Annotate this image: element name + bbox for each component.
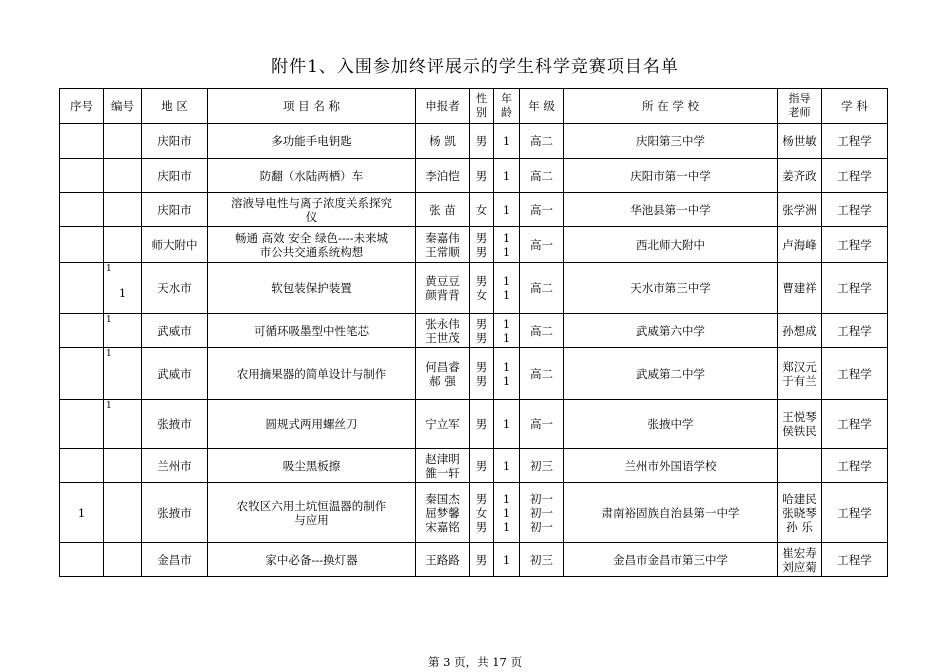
header-subject: 学 科 — [822, 89, 888, 124]
cell-age: 1 — [494, 159, 520, 193]
cell-subject: 工程学 — [822, 543, 888, 577]
cell-applicant: 王路路 — [416, 543, 470, 577]
cell-school: 庆阳市第一中学 — [564, 159, 778, 193]
cell-school: 兰州市外国语学校 — [564, 449, 778, 483]
header-seq: 序号 — [60, 89, 104, 124]
cell-teacher: 杨世敏 — [778, 124, 822, 159]
cell-applicant: 李泊恺 — [416, 159, 470, 193]
cell-grade: 初一 初一 初一 — [520, 483, 564, 543]
cell-teacher — [778, 449, 822, 483]
cell-project: 软包装保护装置 — [208, 263, 416, 314]
cell-gender: 男 — [470, 543, 494, 577]
table-row — [60, 314, 888, 348]
cell-gender: 男 — [470, 124, 494, 159]
cell-num — [104, 543, 142, 577]
cell-seq — [60, 543, 104, 577]
header-project: 项 目 名 称 — [208, 89, 416, 124]
cell-subject: 工程学 — [822, 483, 888, 543]
cell-num — [104, 227, 142, 263]
cell-region: 武威市 — [142, 314, 208, 348]
cell-mark: 1 — [106, 349, 112, 359]
cell-seq — [60, 159, 104, 193]
table-row — [60, 543, 888, 577]
cell-project: 吸尘黑板擦 — [208, 449, 416, 483]
cell-num-value: 1 — [118, 286, 127, 300]
cell-subject: 工程学 — [822, 124, 888, 159]
cell-region: 兰州市 — [142, 449, 208, 483]
cell-region: 武威市 — [142, 348, 208, 400]
table-row — [60, 263, 888, 314]
header-applicant: 申报者 — [416, 89, 470, 124]
cell-seq — [60, 314, 104, 348]
page-title: 附件1、入围参加终评展示的学生科学竞赛项目名单 — [271, 57, 679, 77]
table-row — [60, 193, 888, 227]
page-footer: 第 3 页，共 17 页 — [427, 655, 523, 669]
header-age: 年 龄 — [494, 89, 520, 124]
cell-project: 圆规式两用螺丝刀 — [208, 400, 416, 449]
cell-school: 武威第六中学 — [564, 314, 778, 348]
cell-project: 畅通 高效 安全 绿色----未来城 市公共交通系统构想 — [208, 227, 416, 263]
cell-teacher: 王悦琴 侯铁民 — [778, 400, 822, 449]
cell-age: 1 — [494, 449, 520, 483]
cell-num — [104, 449, 142, 483]
cell-school: 金昌市金昌市第三中学 — [564, 543, 778, 577]
cell-age: 1 — [494, 400, 520, 449]
cell-num — [104, 263, 142, 314]
cell-subject: 工程学 — [822, 193, 888, 227]
cell-applicant: 张永伟 王世茂 — [416, 314, 470, 348]
cell-age: 1 — [494, 193, 520, 227]
cell-age: 1 — [494, 543, 520, 577]
cell-age: 1 1 — [494, 263, 520, 314]
cell-applicant: 何昌睿 郝 强 — [416, 348, 470, 400]
header-region: 地 区 — [142, 89, 208, 124]
cell-num — [104, 193, 142, 227]
cell-gender: 男 男 — [470, 314, 494, 348]
cell-mark: 1 — [106, 264, 112, 274]
cell-subject: 工程学 — [822, 348, 888, 400]
cell-school: 庆阳第三中学 — [564, 124, 778, 159]
cell-project: 多功能手电钥匙 — [208, 124, 416, 159]
cell-applicant: 秦嘉伟 王常顺 — [416, 227, 470, 263]
cell-teacher: 曹建祥 — [778, 263, 822, 314]
header-row — [60, 89, 888, 124]
cell-num — [104, 348, 142, 400]
header-gender: 性 别 — [470, 89, 494, 124]
cell-gender: 男 — [470, 400, 494, 449]
cell-seq — [60, 193, 104, 227]
cell-teacher: 郑汉元 于有兰 — [778, 348, 822, 400]
cell-teacher: 哈建民 张晓琴 孙 乐 — [778, 483, 822, 543]
cell-project: 溶液导电性与离子浓度关系探究 仪 — [208, 193, 416, 227]
header-teacher: 指导 老师 — [778, 89, 822, 124]
cell-gender: 男 男 — [470, 227, 494, 263]
cell-school: 肃南裕固族自治县第一中学 — [564, 483, 778, 543]
cell-grade: 初三 — [520, 543, 564, 577]
cell-region: 张掖市 — [142, 400, 208, 449]
cell-seq — [60, 124, 104, 159]
header-grade: 年 级 — [520, 89, 564, 124]
cell-school: 武威第二中学 — [564, 348, 778, 400]
cell-teacher: 卢海峰 — [778, 227, 822, 263]
table-row — [60, 483, 888, 543]
cell-region: 师大附中 — [142, 227, 208, 263]
cell-subject: 工程学 — [822, 314, 888, 348]
cell-grade: 高二 — [520, 263, 564, 314]
cell-num — [104, 314, 142, 348]
cell-project: 家中必备---换灯器 — [208, 543, 416, 577]
cell-grade: 高二 — [520, 159, 564, 193]
cell-grade: 高一 — [520, 193, 564, 227]
cell-gender: 男 男 — [470, 348, 494, 400]
cell-grade: 高二 — [520, 124, 564, 159]
cell-gender: 男 — [470, 449, 494, 483]
cell-seq — [60, 400, 104, 449]
table-row — [60, 400, 888, 449]
table-row — [60, 124, 888, 159]
cell-applicant: 赵津明 雒一轩 — [416, 449, 470, 483]
cell-gender: 男 女 — [470, 263, 494, 314]
cell-grade: 高一 — [520, 227, 564, 263]
cell-subject: 工程学 — [822, 263, 888, 314]
cell-school: 华池县第一中学 — [564, 193, 778, 227]
cell-region: 庆阳市 — [142, 193, 208, 227]
cell-applicant: 宁立军 — [416, 400, 470, 449]
cell-teacher: 崔宏寿 刘应菊 — [778, 543, 822, 577]
cell-subject: 工程学 — [822, 400, 888, 449]
cell-num — [104, 400, 142, 449]
cell-age: 1 1 — [494, 227, 520, 263]
cell-applicant: 张 苗 — [416, 193, 470, 227]
cell-region: 庆阳市 — [142, 159, 208, 193]
cell-seq — [60, 348, 104, 400]
cell-region: 庆阳市 — [142, 124, 208, 159]
table-row — [60, 449, 888, 483]
cell-grade: 初三 — [520, 449, 564, 483]
cell-num — [104, 159, 142, 193]
cell-age: 1 1 1 — [494, 483, 520, 543]
header-school: 所 在 学 校 — [564, 89, 778, 124]
cell-teacher: 姜齐政 — [778, 159, 822, 193]
cell-seq — [60, 227, 104, 263]
cell-mark: 1 — [106, 401, 112, 411]
cell-subject: 工程学 — [822, 159, 888, 193]
cell-region: 天水市 — [142, 263, 208, 314]
cell-project: 可循环吸墨型中性笔芯 — [208, 314, 416, 348]
cell-age: 1 — [494, 124, 520, 159]
cell-region: 金昌市 — [142, 543, 208, 577]
cell-seq — [60, 263, 104, 314]
cell-grade: 高二 — [520, 314, 564, 348]
cell-num — [104, 124, 142, 159]
cell-project: 防翻（水陆两栖）车 — [208, 159, 416, 193]
cell-grade: 高一 — [520, 400, 564, 449]
cell-school: 天水市第三中学 — [564, 263, 778, 314]
cell-project: 农牧区六用土坑恒温器的制作 与应用 — [208, 483, 416, 543]
cell-subject: 工程学 — [822, 227, 888, 263]
cell-applicant: 杨 凯 — [416, 124, 470, 159]
project-table — [59, 88, 888, 577]
cell-applicant: 黄豆豆 颜背背 — [416, 263, 470, 314]
cell-applicant: 秦国杰 屈梦馨 宋嘉铭 — [416, 483, 470, 543]
table-row — [60, 159, 888, 193]
cell-age: 1 1 — [494, 348, 520, 400]
cell-grade: 高二 — [520, 348, 564, 400]
cell-num — [104, 483, 142, 543]
cell-teacher: 张学洲 — [778, 193, 822, 227]
cell-gender: 女 — [470, 193, 494, 227]
cell-subject: 工程学 — [822, 449, 888, 483]
table-row — [60, 227, 888, 263]
cell-project: 农用摘果器的简单设计与制作 — [208, 348, 416, 400]
cell-region: 张掖市 — [142, 483, 208, 543]
cell-school: 西北师大附中 — [564, 227, 778, 263]
cell-teacher: 孙想成 — [778, 314, 822, 348]
header-num: 编号 — [104, 89, 142, 124]
cell-school: 张掖中学 — [564, 400, 778, 449]
cell-seq: 1 — [60, 483, 104, 543]
cell-gender: 男 — [470, 159, 494, 193]
table-row — [60, 348, 888, 400]
cell-gender: 男 女 男 — [470, 483, 494, 543]
cell-age: 1 1 — [494, 314, 520, 348]
cell-seq — [60, 449, 104, 483]
cell-mark: 1 — [106, 315, 112, 325]
